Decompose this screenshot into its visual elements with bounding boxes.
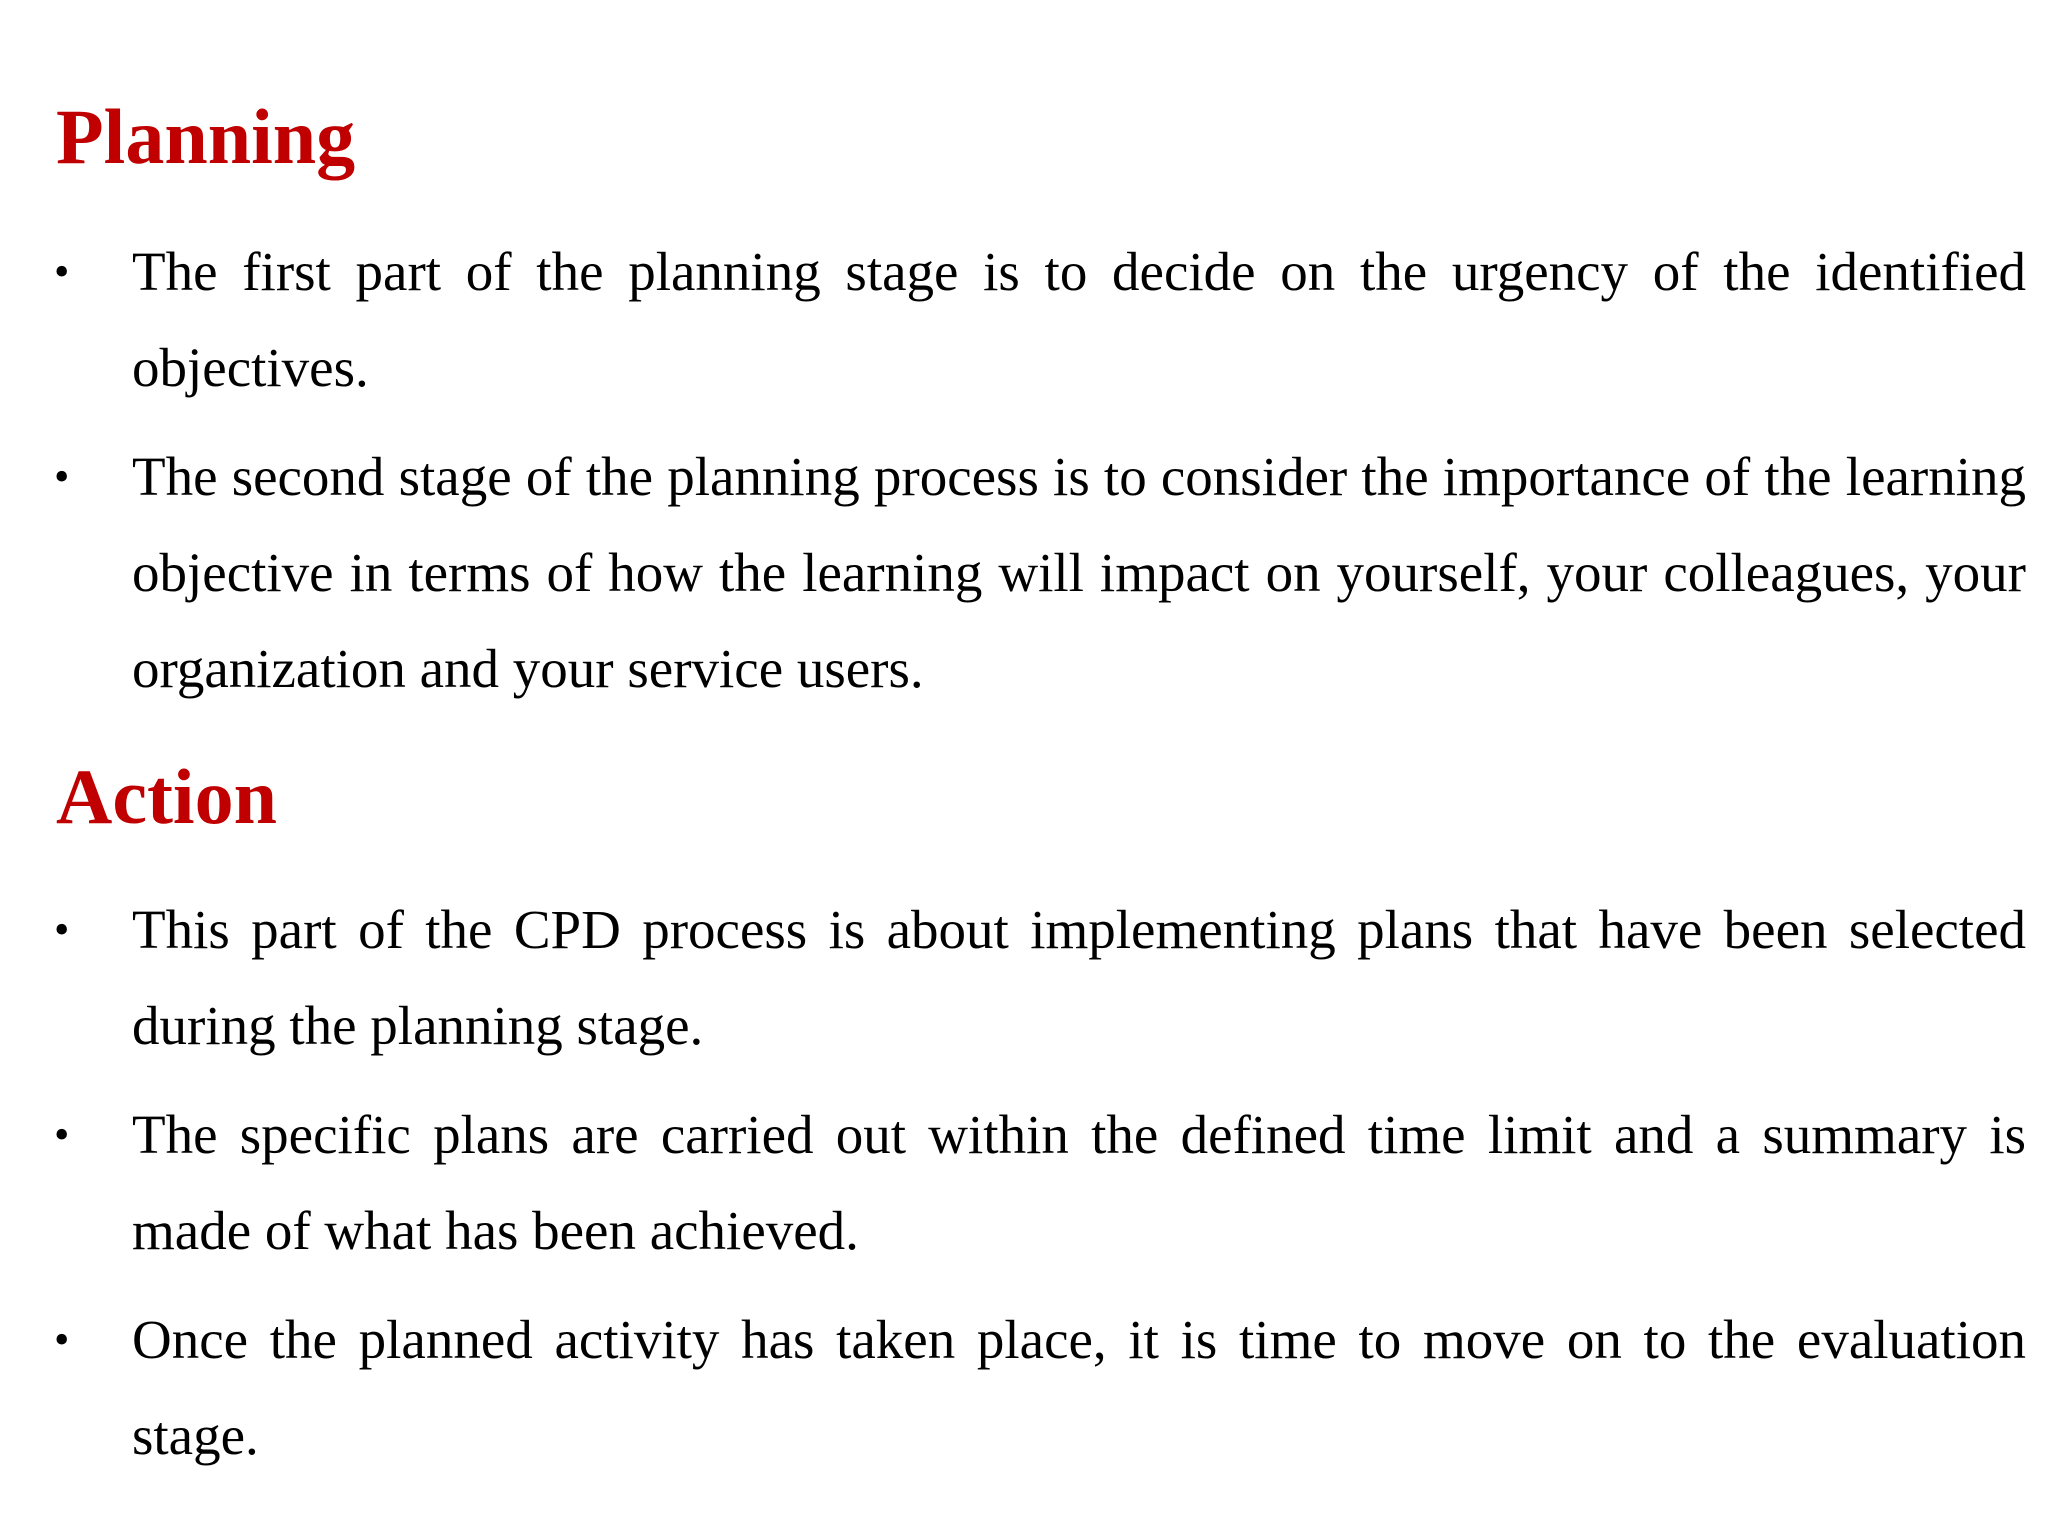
bullet-text: Once the planned activity has taken place, it is time to move on to the evaluation stage. xyxy=(132,1309,2026,1466)
list-item xyxy=(0,429,2048,717)
bullet-icon: • xyxy=(54,247,70,296)
section-heading-planning: Planning xyxy=(56,93,356,180)
bullet-icon: • xyxy=(54,452,70,501)
list-item xyxy=(0,1087,2048,1279)
section-heading-action: Action xyxy=(56,753,277,840)
list-item xyxy=(0,1292,2048,1484)
bullet-text: The second stage of the planning process is to consider the importance of the learning objective in terms of how the learning will impact on yourself, your colleagues, your organization and your service users. xyxy=(132,446,2026,699)
planning-bullet-list xyxy=(0,224,2048,730)
list-item xyxy=(0,882,2048,1074)
bullet-icon: • xyxy=(54,1110,70,1159)
bullet-text: This part of the CPD process is about implementing plans that have been selected during the planning stage. xyxy=(132,899,2026,1056)
action-bullet-list xyxy=(0,882,2048,1497)
bullet-icon: • xyxy=(54,905,70,954)
list-item xyxy=(0,224,2048,416)
bullet-icon: • xyxy=(54,1315,70,1364)
bullet-text: The specific plans are carried out within the defined time limit and a summary is made of what has been achieved. xyxy=(132,1104,2026,1261)
bullet-text: The first part of the planning stage is to decide on the urgency of the identified objectives. xyxy=(132,241,2026,398)
